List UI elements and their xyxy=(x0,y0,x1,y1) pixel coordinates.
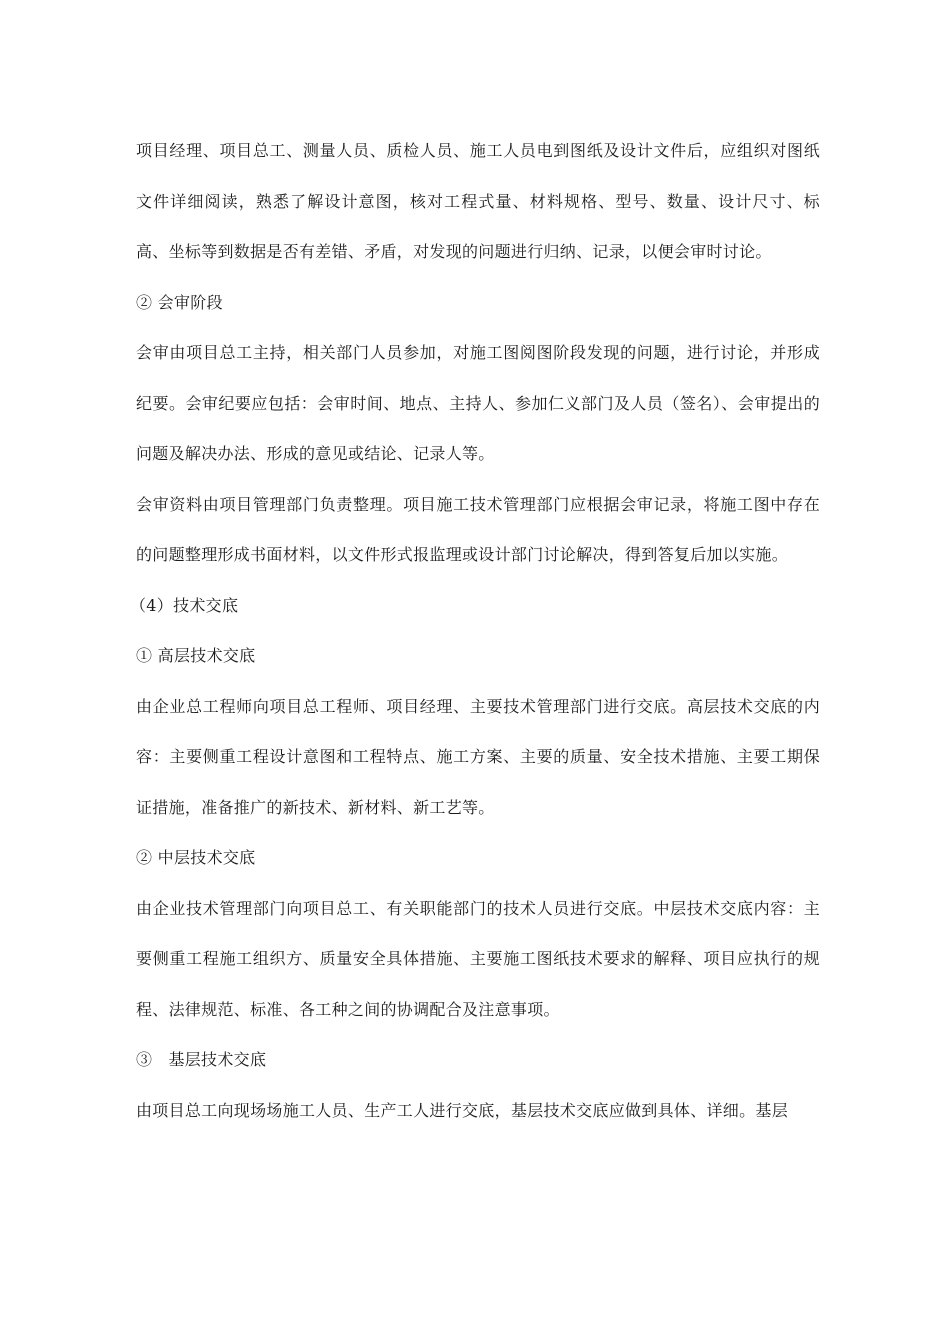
paragraph-basic-briefing: 由项目总工向现场场施工人员、生产工人进行交底，基层技术交底应做到具体、详细。基层 xyxy=(136,1100,789,1120)
paragraph-senior-briefing: 由企业总工程师向项目总工程师、项目经理、主要技术管理部门进行交底。高层技术交底的内容：主要侧重工程设计意图和工程特点、施工方案、主要的质量、安全技术措施、主要工期保证措施，准备推广的新技术、新材料、新工艺等。 xyxy=(136,696,820,817)
document-body xyxy=(130,126,820,1136)
heading-technical-briefing: （4）技术交底 xyxy=(130,595,239,615)
heading-review-stage: ② 会审阶段 xyxy=(136,292,223,312)
paragraph-review-reading: 项目经理、项目总工、测量人员、质检人员、施工人员电到图纸及设计文件后，应组织对图纸文件详细阅读，熟悉了解设计意图，核对工程式量、材料规格、型号、数量、设计尺寸、标高、坐标等到数据是否有差错、矛盾，对发现的问题进行归纳、记录，以便会审时讨论。 xyxy=(136,141,820,261)
heading-middle-briefing: ② 中层技术交底 xyxy=(136,848,256,867)
heading-senior-briefing: ① 高层技术交底 xyxy=(136,646,256,665)
paragraph-middle-briefing: 由企业技术管理部门向项目总工、有关职能部门的技术人员进行交底。中层技术交底内容：主要侧重工程施工组织方、质量安全具体措施、主要施工图纸技术要求的解释、项目应执行的规程、法律规范、标准、各工种之间的协调配合及注意事项。 xyxy=(136,898,820,1019)
paragraph-review-meeting: 会审由项目总工主持，相关部门人员参加，对施工图阅图阶段发现的问题，进行讨论，并形成纪要。会审纪要应包括：会审时间、地点、主持人、参加仁义部门及人员（签名）、会审提出的问题及解决办法、形成的意见或结论、记录人等。 xyxy=(136,343,820,463)
heading-basic-briefing: ③ 基层技术交底 xyxy=(136,1050,267,1069)
paragraph-review-materials: 会审资料由项目管理部门负责整理。项目施工技术管理部门应根据会审记录，将施工图中存在的问题整理形成书面材料，以文件形式报监理或设计部门讨论解决，得到答复后加以实施。 xyxy=(136,494,820,564)
